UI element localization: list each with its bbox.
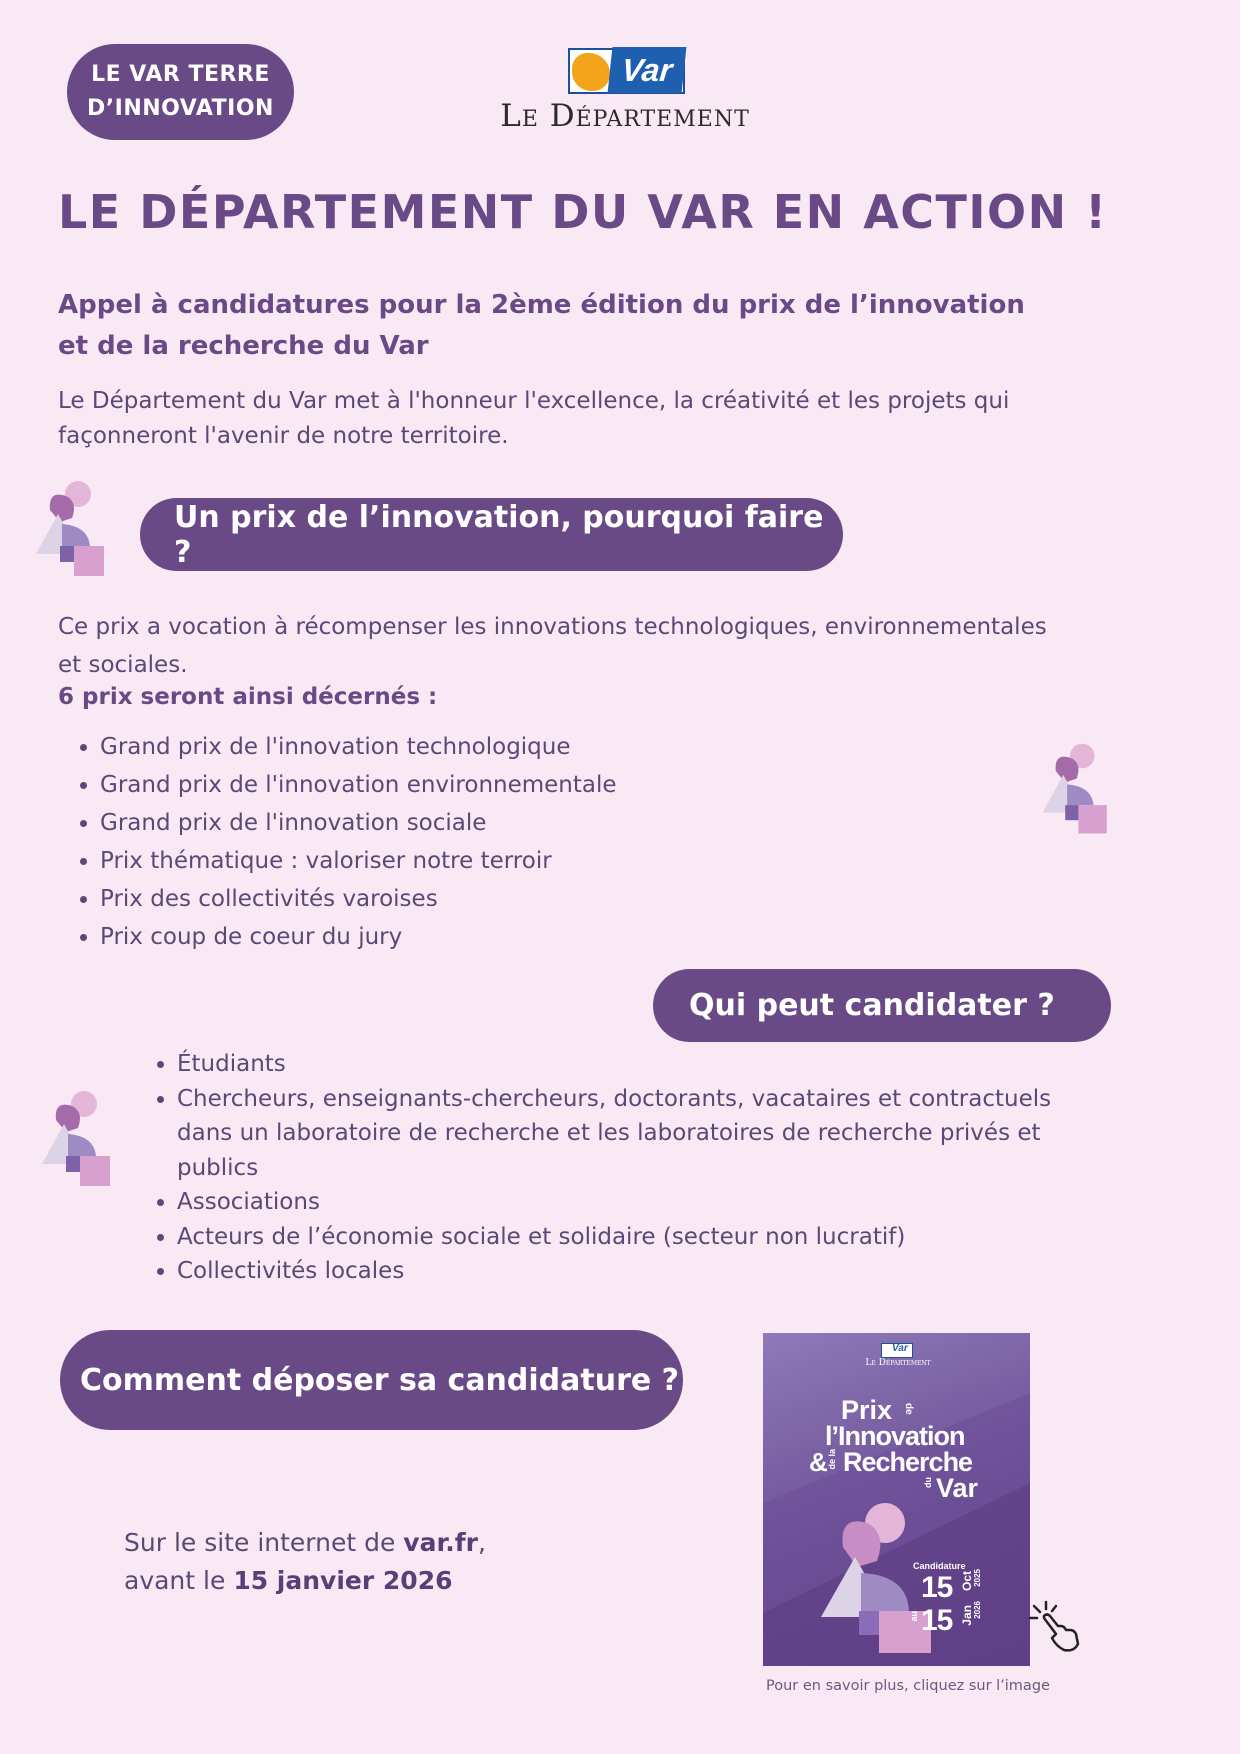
section-heading-why-text: Un prix de l’innovation, pourquoi faire ? [174, 499, 824, 570]
section-heading-who [653, 969, 1111, 1042]
list-item: • Prix des collectivités varoises [100, 880, 958, 918]
poster-day-1: 15 [921, 1571, 953, 1604]
list-item: • Grand prix de l'innovation technologique [100, 728, 958, 766]
section-heading-how [60, 1330, 683, 1430]
poster-year-1: 2025 [973, 1569, 982, 1587]
page-title-text: LE DÉPARTEMENT DU VAR EN ACTION ! [58, 185, 1108, 239]
poster-month-2: Jan [960, 1605, 974, 1626]
decorative-shapes-icon [28, 480, 118, 580]
deadline-date: 15 janvier 2026 [233, 1566, 453, 1595]
decorative-shapes-icon [34, 1090, 124, 1190]
instructions-prefix-2: avant le [124, 1566, 234, 1595]
click-hand-icon [1028, 1600, 1084, 1656]
page-title [58, 185, 1108, 239]
list-item: • Chercheurs, enseignants-chercheurs, doctorants, vacataires et contractuels dans un laboratoire de recherche et les laboratoires de recherche privés et publics [177, 1082, 1095, 1186]
poster-de-la: de la [827, 1449, 837, 1470]
departement-var-logo [490, 48, 760, 140]
intro-paragraph [58, 384, 1118, 454]
poster-caption: Pour en savoir plus, cliquez sur l’image [766, 1678, 1050, 1694]
poster-day-2: 15 [921, 1604, 953, 1637]
intro-line-2: façonneront l'avenir de notre territoire. [58, 423, 509, 449]
list-item: • Grand prix de l'innovation environnementale [100, 766, 958, 804]
list-item: • Associations [177, 1185, 1095, 1220]
poster-var-logo [881, 1343, 913, 1358]
poster-du: du [923, 1477, 933, 1488]
list-item: • Étudiants [177, 1047, 1095, 1082]
application-instructions [124, 1524, 624, 1600]
poster-department-text: Le Département [865, 1358, 931, 1368]
section-heading-who-text: Qui peut candidater ? [689, 988, 1055, 1023]
logo-department-text: Le Département [500, 98, 750, 134]
intro-line-1: Le Département du Var met à l'honneur l'excellence, la créativité et les projets qui [58, 388, 1010, 414]
list-item: • Grand prix de l'innovation sociale [100, 804, 958, 842]
poster-year-2: 2026 [973, 1601, 982, 1619]
poster-recherche: Recherche [843, 1447, 973, 1477]
prize-list [58, 728, 958, 956]
prize-description-line-2: et sociales. [58, 652, 188, 678]
instructions-suffix-1: , [477, 1528, 486, 1557]
prize-description [58, 608, 1158, 684]
list-item: • Prix coup de coeur du jury [100, 918, 958, 956]
prize-poster-link[interactable] [763, 1333, 1030, 1666]
prizes-heading: 6 prix seront ainsi décernés : [58, 684, 438, 710]
var-logo-text: Var [608, 47, 687, 93]
list-item: • Prix thématique : valoriser notre terroir [100, 842, 958, 880]
poster-var: Var [936, 1473, 979, 1503]
subtitle [58, 285, 1058, 367]
badge-line-1: LE VAR TERRE [91, 62, 270, 87]
poster-prix: Prix [841, 1395, 893, 1425]
instructions-prefix-1: Sur le site internet de [124, 1528, 404, 1557]
poster-var-logo-text: Var [892, 1343, 908, 1354]
subtitle-line-1: Appel à candidatures pour la 2ème édition du prix de l’innovation [58, 290, 1025, 320]
list-item: • Collectivités locales [177, 1254, 1095, 1289]
poster-au: au [909, 1611, 919, 1622]
subtitle-line-2: et de la recherche du Var [58, 331, 429, 361]
poster-de: de [903, 1403, 914, 1415]
var-logo-mark [568, 48, 685, 94]
innovation-badge [67, 44, 294, 140]
instructions-line-2 [124, 1562, 624, 1600]
badge-line-2: D’INNOVATION [87, 96, 274, 121]
poster-ampersand: & [809, 1447, 828, 1477]
decorative-shapes-icon [1035, 740, 1120, 840]
poster-innovation: l’Innovation [825, 1421, 965, 1451]
candidate-list [135, 1047, 1095, 1289]
section-heading-why [140, 498, 843, 571]
website-link[interactable]: var.fr [403, 1528, 478, 1557]
var-map-icon [572, 53, 610, 91]
poster-month-1: Oct [960, 1571, 974, 1592]
section-heading-how-text: Comment déposer sa candidature ? [80, 1362, 680, 1398]
prize-description-line-1: Ce prix a vocation à récompenser les innovations technologiques, environnementales [58, 614, 1047, 640]
list-item: • Acteurs de l’économie sociale et solidaire (secteur non lucratif) [177, 1220, 1095, 1255]
instructions-line-1 [124, 1524, 624, 1562]
poster-candidature: Candidature [913, 1561, 966, 1571]
